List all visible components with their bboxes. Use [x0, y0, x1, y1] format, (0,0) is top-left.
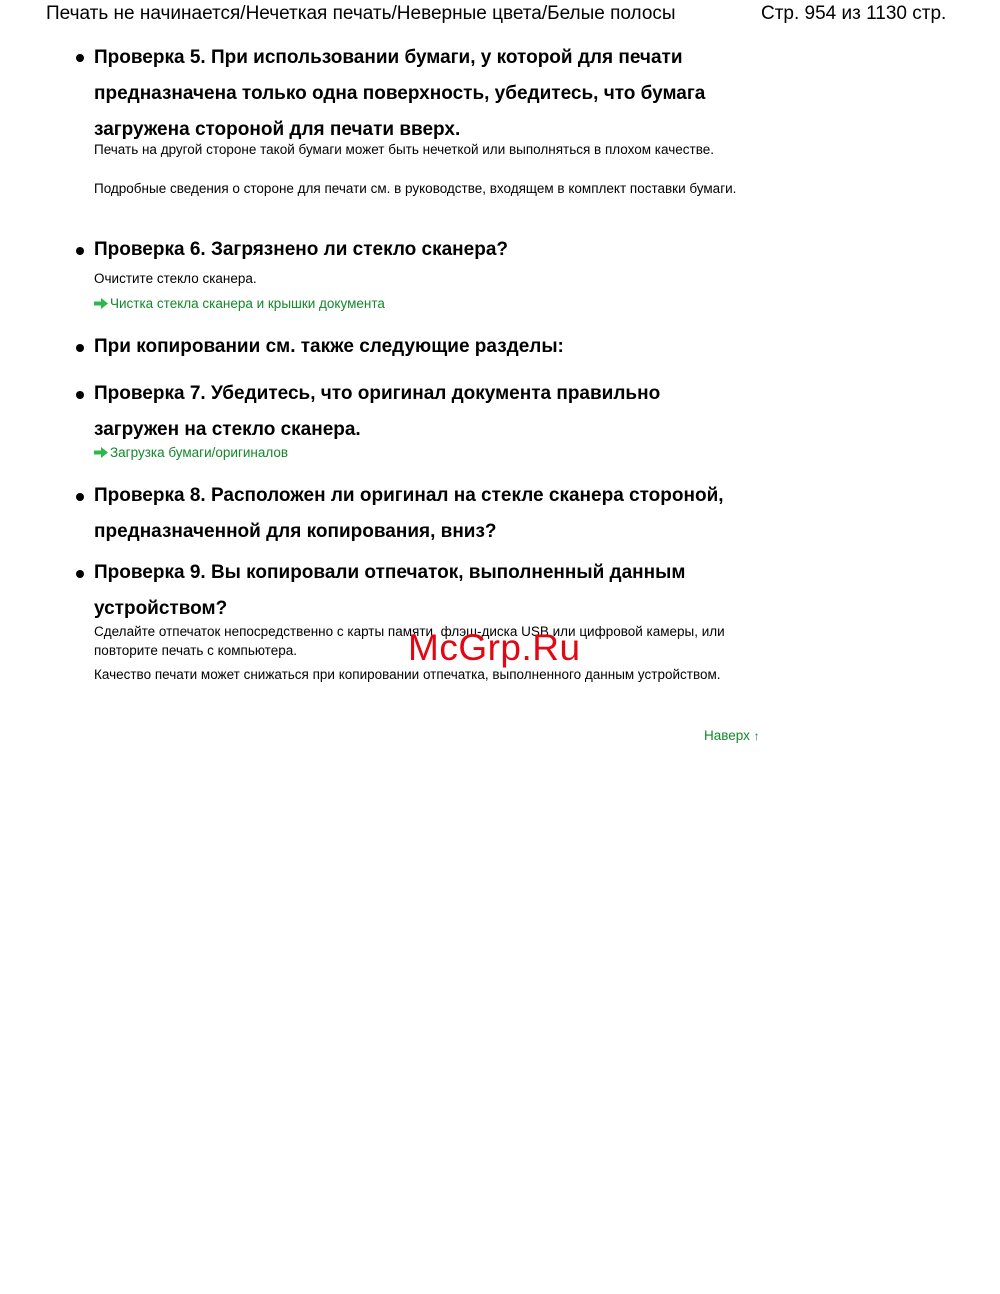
- check5-heading-line3: загружена стороной для печати вверх.: [94, 119, 461, 140]
- check6-text: Очистите стекло сканера.: [94, 271, 257, 286]
- bullet-check5: [76, 54, 84, 62]
- arrow-up-icon: ↑: [753, 729, 760, 743]
- check9-heading: [94, 555, 774, 627]
- watermark: McGrp.Ru: [408, 627, 581, 668]
- check8-heading-line2: предназначенной для копирования, вниз?: [94, 521, 497, 542]
- check9-heading-line2: устройством?: [94, 598, 228, 619]
- page-header-title: Печать не начинается/Нечеткая печать/Неверные цвета/Белые полосы: [46, 3, 676, 24]
- scanner-glass-cleaning-link-label: Чистка стекла сканера и крышки документа: [110, 296, 385, 311]
- page-number: Стр. 954 из 1130 стр.: [761, 3, 947, 24]
- check7-heading: [94, 376, 774, 448]
- check7-heading-line2: загружен на стекло сканера.: [94, 419, 361, 440]
- scanner-glass-cleaning-link[interactable]: [94, 294, 385, 314]
- bullet-check7: [76, 391, 84, 399]
- arrow-right-icon: [94, 444, 108, 463]
- check8-heading-line1: Проверка 8. Расположен ли оригинал на стекле сканера стороной,: [94, 485, 724, 506]
- check9-text2: Качество печати может снижаться при копировании отпечатка, выполненного данным устройством.: [94, 667, 721, 682]
- loading-paper-link[interactable]: [94, 443, 288, 463]
- check5-text1: Печать на другой стороне такой бумаги может быть нечеткой или выполняться в плохом качестве.: [94, 142, 714, 157]
- back-to-top-label: Наверх: [704, 728, 750, 743]
- check5-heading-line1: Проверка 5. При использовании бумаги, у которой для печати: [94, 47, 683, 68]
- copy-section-heading: При копировании см. также следующие разделы:: [94, 336, 564, 357]
- check6-heading: Проверка 6. Загрязнено ли стекло сканера?: [94, 239, 509, 260]
- loading-paper-link-label: Загрузка бумаги/оригиналов: [110, 445, 289, 460]
- back-to-top-link[interactable]: [704, 726, 760, 746]
- check5-text2: Подробные сведения о стороне для печати см. в руководстве, входящем в комплект поставки бумаги.: [94, 181, 737, 196]
- check7-heading-line1: Проверка 7. Убедитесь, что оригинал документа правильно: [94, 383, 661, 404]
- bullet-check8: [76, 493, 84, 501]
- bullet-copy-section: [76, 344, 84, 352]
- check8-heading: [94, 478, 774, 550]
- arrow-right-icon: [94, 295, 108, 314]
- check5-heading-line2: предназначена только одна поверхность, убедитесь, что бумага: [94, 83, 706, 104]
- bullet-check6: [76, 247, 84, 255]
- check5-heading: [94, 40, 774, 148]
- check9-text1: Сделайте отпечаток непосредственно с карты памяти, флэш-диска USB или цифровой камеры, или повторите печать с компьютера.: [94, 624, 725, 658]
- bullet-check9: [76, 570, 84, 578]
- check9-heading-line1: Проверка 9. Вы копировали отпечаток, выполненный данным: [94, 562, 686, 583]
